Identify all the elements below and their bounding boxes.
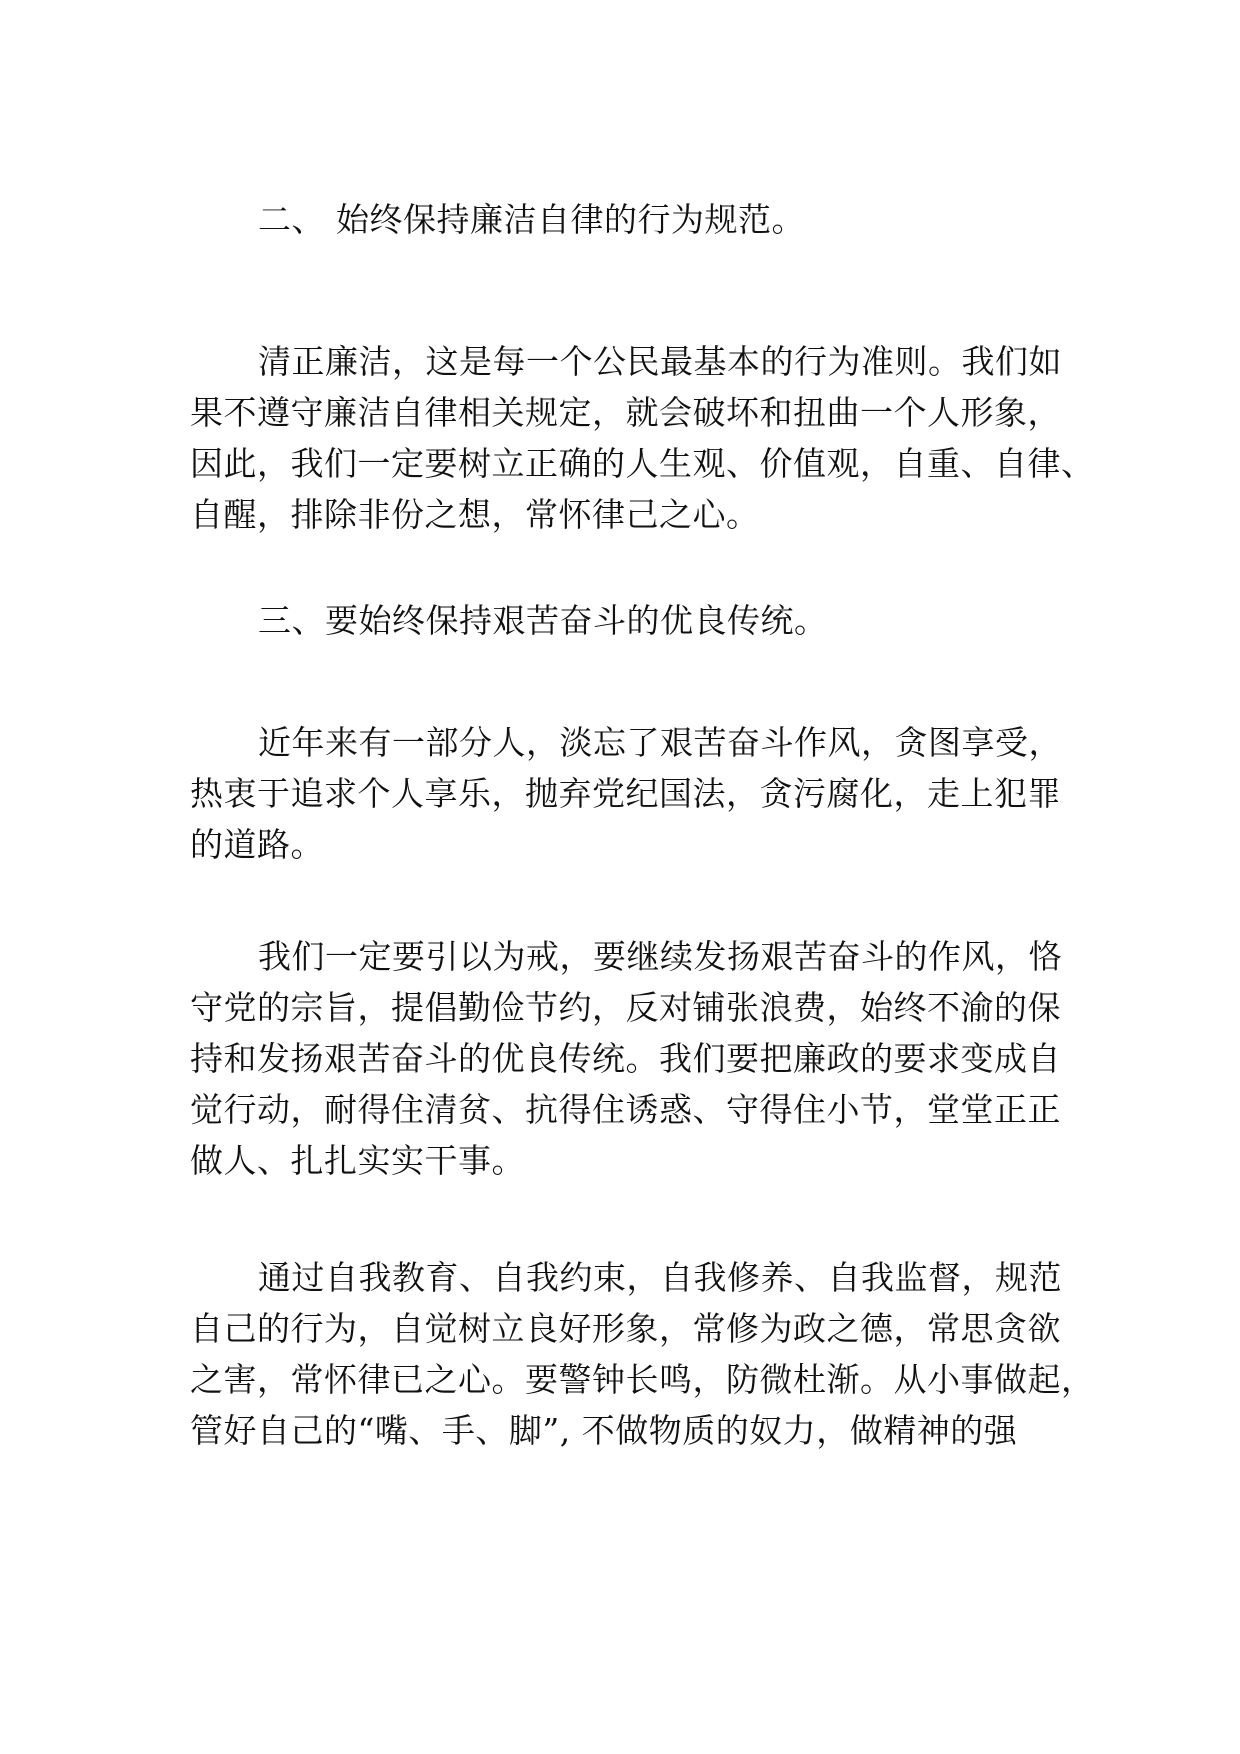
paragraph-line: 觉行动，耐得住清贫、抗得住诱惑、守得住小节，堂堂正正 <box>190 1090 1061 1129</box>
paragraph-line: 自醒，排除非份之想，常怀律己之心。 <box>190 495 760 534</box>
paragraph-line: 的道路。 <box>190 825 324 864</box>
paragraph-line: 果不遵守廉洁自律相关规定，就会破坏和扭曲一个人形象， <box>190 393 1061 432</box>
section-heading-2: 二、 始终保持廉洁自律的行为规范。 <box>258 200 805 239</box>
paragraph-line: 近年来有一部分人，淡忘了艰苦奋斗作风，贪图享受， <box>258 723 1062 762</box>
paragraph-line: 热衷于追求个人享乐，抛弃党纪国法，贪污腐化，走上犯罪 <box>190 774 1061 813</box>
paragraph-line: 之害，常怀律已之心。要警钟长鸣，防微杜渐。从小事做起， <box>190 1360 1095 1399</box>
paragraph-line: 守党的宗旨，提倡勤俭节约，反对铺张浪费，始终不渝的保 <box>190 988 1061 1027</box>
paragraph-line: 做人、扎扎实实干事。 <box>190 1141 525 1180</box>
paragraph-line: 我们一定要引以为戒，要继续发扬艰苦奋斗的作风，恪 <box>258 937 1062 976</box>
paragraph-line: 自己的行为，自觉树立良好形象，常修为政之德，常思贪欲 <box>190 1309 1061 1348</box>
paragraph-line: 通过自我教育、自我约束，自我修养、自我监督，规范 <box>258 1258 1062 1297</box>
paragraph-line: 因此，我们一定要树立正确的人生观、价值观，自重、自律、 <box>190 444 1095 483</box>
paragraph-line: 清正廉洁，这是每一个公民最基本的行为准则。我们如 <box>258 342 1062 381</box>
paragraph-line: 持和发扬艰苦奋斗的优良传统。我们要把廉政的要求变成自 <box>190 1039 1061 1078</box>
paragraph-line: 管好自己的“嘴、手、脚”, 不做物质的奴力，做精神的强 <box>190 1411 1018 1450</box>
section-heading-3: 三、要始终保持艰苦奋斗的优良传统。 <box>258 601 828 640</box>
